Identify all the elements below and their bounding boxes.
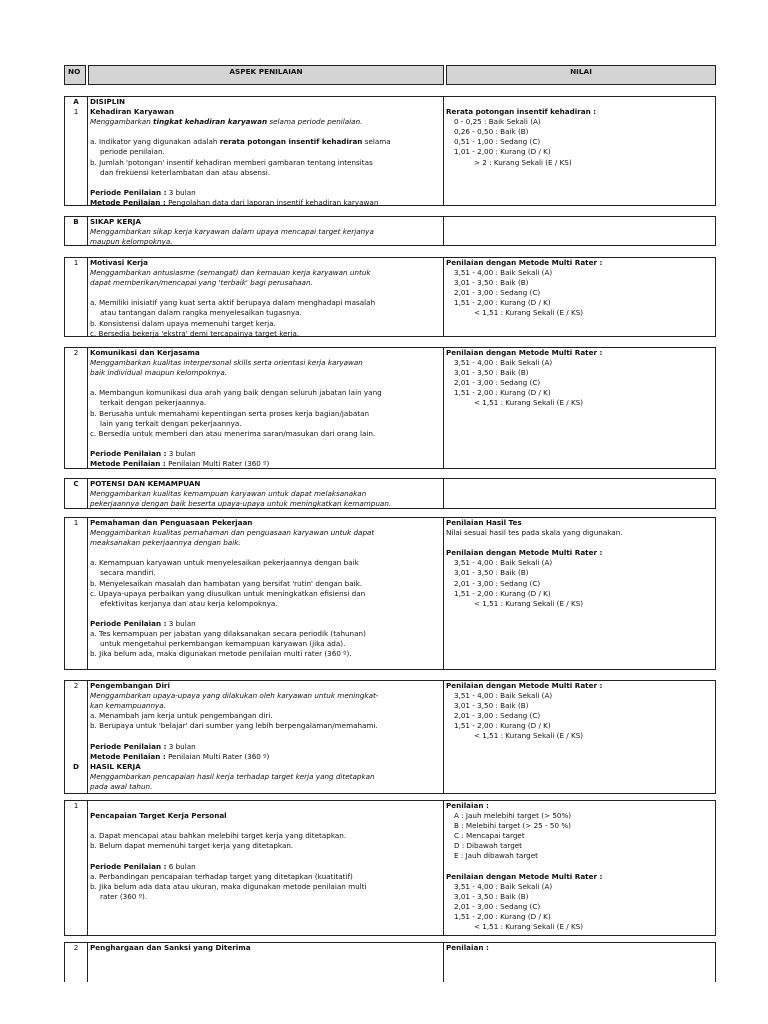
nilai-title: Rerata potongan insentif kehadiran : — [446, 107, 597, 117]
scale-row: 2,01 - 3,00 : Sedang (C) — [454, 901, 541, 911]
metode-penilaian: Metode Penilaian : Pengolahan data dari laporan insentif kehadiran karyawan — [90, 197, 379, 207]
section-b-item-2 — [64, 347, 716, 469]
item-title: Kehadiran Karyawan — [90, 107, 175, 117]
scale-row: 3,51 - 4,00 : Baik Sekali (A) — [454, 268, 553, 278]
nilai-title: Penilaian dengan Metode Multi Rater : — [446, 681, 603, 690]
scale-row: 3,51 - 4,00 : Baik Sekali (A) — [454, 691, 553, 701]
scale-row: 2,01 - 3,00 : Sedang (C) — [454, 578, 541, 588]
section-letter: C — [73, 479, 79, 488]
item-number: 1 — [73, 518, 79, 527]
scale-row: > 2 : Kurang Sekali (E / KS) — [474, 157, 572, 167]
scale-row: 1,51 - 2,00 : Kurang (D / K) — [454, 588, 551, 598]
nilai-title: Penilaian : — [446, 801, 489, 810]
item-number: 2 — [73, 943, 79, 952]
item-description: Menggambarkan tingkat kehadiran karyawan selama periode penilaian. — [90, 117, 363, 127]
nilai-title: Penilaian Hasil Tes — [446, 518, 522, 527]
scale-row: 1,51 - 2,00 : Kurang (D / K) — [454, 721, 551, 731]
periode-penilaian: Periode Penilaian : 6 bulan — [90, 861, 196, 871]
criterion-a: a. Dapat mencapai atau bahkan melebihi target kerja yang ditetapkan. — [90, 831, 347, 841]
item-number: 2 — [73, 348, 79, 357]
criterion-a: a. Indikator yang digunakan adalah rerata potongan insentif kehadiran selama — [90, 137, 391, 147]
scale-row: 1,51 - 2,00 : Kurang (D / K) — [454, 388, 551, 398]
header-nilai: NILAI — [446, 65, 716, 85]
grade-row: A : Jauh melebihi target (> 50%) — [454, 811, 572, 821]
item-description: Menggambarkan upaya-upaya yang dilakukan oleh karyawan untuk meningkat- — [90, 691, 379, 701]
section-b-header — [64, 216, 716, 246]
item-description: Menggambarkan antusiasme (semangat) dan kemauan kerja karyawan untuk — [90, 268, 371, 278]
scale-row: 1,51 - 2,00 : Kurang (D / K) — [454, 912, 551, 922]
scale-row: < 1,51 : Kurang Sekali (E / KS) — [474, 398, 584, 408]
item-title: Pengembangan Diri — [90, 681, 170, 690]
criterion-a: a. Menambah jam kerja untuk pengembangan diri. — [90, 711, 273, 721]
section-title: HASIL KERJA — [90, 761, 141, 771]
scale-row: 3,01 - 3,50 : Baik (B) — [454, 891, 529, 901]
section-c-item-1 — [64, 517, 716, 670]
scale-row: < 1,51 : Kurang Sekali (E / KS) — [474, 308, 584, 318]
section-title: SIKAP KERJA — [90, 217, 142, 226]
scale-row: 3,01 - 3,50 : Baik (B) — [454, 368, 529, 378]
header-no: NO — [64, 65, 86, 85]
scale-row: 3,01 - 3,50 : Baik (B) — [454, 278, 529, 288]
section-description: Menggambarkan pencapaian hasil kerja terhadap target kerja yang ditetapkan — [90, 771, 375, 781]
item-number: 1 — [73, 258, 79, 267]
item-title: Pemahaman dan Penguasaan Pekerjaan — [90, 518, 253, 527]
section-c-header — [64, 478, 716, 509]
criterion-c: c. Bersedia untuk memberi dan atau menerima saran/masukan dari orang lain. — [90, 428, 376, 438]
item-description: kan kemampuannya. — [90, 701, 166, 711]
scale-row: 3,51 - 4,00 : Baik Sekali (A) — [454, 881, 553, 891]
periode-penilaian: Periode Penilaian : 3 bulan — [90, 448, 196, 458]
section-letter: A — [73, 97, 79, 106]
section-letter: D — [73, 761, 79, 771]
item-description: Menggambarkan kualitas interpersonal skills serta orientasi kerja karyawan — [90, 358, 363, 368]
section-description: pekerjaannya dengan baik beserta upaya-upaya untuk meningkatkan kemampuan. — [90, 499, 392, 509]
periode-detail-a: a. Perbandingan pencapaian terhadap target yang ditetapkan (kuatitatif) — [90, 871, 353, 881]
item-title: Penghargaan dan Sanksi yang Diterima — [90, 943, 251, 952]
periode-detail-a-cont: untuk mengetahui perkembangan kemampuan karyawan (jika ada). — [100, 639, 346, 649]
periode-detail-b: b. Jika belum ada data atau ukuran, maka digunakan metode penilaian multi — [90, 881, 367, 891]
nilai-title: Penilaian dengan Metode Multi Rater : — [446, 871, 603, 881]
criterion-c: c. Upaya-upaya perbaikan yang diusulkan untuk meningkatkan efisiensi dan — [90, 588, 366, 598]
scale-row: 2,01 - 3,00 : Sedang (C) — [454, 378, 541, 388]
section-description: Menggambarkan kualitas kemampuan karyawan untuk dapat melaksanakan — [90, 489, 367, 499]
criterion-b-cont: dan frekuensi keterlambatan dan atau absensi. — [100, 167, 271, 177]
nilai-title: Penilaian dengan Metode Multi Rater : — [446, 258, 603, 267]
nilai-title: Penilaian : — [446, 943, 489, 952]
periode-penilaian: Periode Penilaian : 3 bulan — [90, 618, 196, 628]
periode-penilaian: Periode Penilaian : 3 bulan — [90, 187, 196, 197]
section-a-disiplin — [64, 96, 716, 206]
section-description: maupun kelompoknya. — [90, 237, 173, 247]
scale-row: 3,51 - 4,00 : Baik Sekali (A) — [454, 358, 553, 368]
scale-row: 1,01 - 2,00 : Kurang (D / K) — [454, 147, 551, 157]
grade-row: E : Jauh dibawah target — [454, 851, 538, 861]
header-aspek: ASPEK PENILAIAN — [88, 65, 444, 85]
item-number: 1 — [73, 801, 79, 810]
section-d-item-2 — [64, 942, 716, 982]
scale-row: 0,51 - 1,00 : Sedang (C) — [454, 137, 541, 147]
section-title: POTENSI DAN KEMAMPUAN — [90, 479, 201, 488]
criterion-a: a. Membangun komunikasi dua arah yang baik dengan seluruh jabatan lain yang — [90, 388, 382, 398]
periode-detail-b: b. Jika belum ada, maka digunakan metode penilaian multi rater (360 º). — [90, 649, 352, 659]
scale-row: 3,01 - 3,50 : Baik (B) — [454, 701, 529, 711]
scale-row: < 1,51 : Kurang Sekali (E / KS) — [474, 922, 584, 932]
nilai-title: Penilaian dengan Metode Multi Rater : — [446, 348, 603, 357]
item-description: dapat memberikan/mencapai yang 'terbaik' bagi perusahaan. — [90, 278, 313, 288]
criterion-b: b. Berupaya untuk 'belajar' dari sumber yang lebih berpengalaman/memahami. — [90, 721, 378, 731]
item-title: Motivasi Kerja — [90, 258, 148, 267]
scale-row: 1,51 - 2,00 : Kurang (D / K) — [454, 298, 551, 308]
metode-penilaian: Metode Penilaian : Penilaian Multi Rater (360 º) — [90, 751, 270, 761]
scale-row: < 1,51 : Kurang Sekali (E / KS) — [474, 731, 584, 741]
metode-penilaian: Metode Penilaian : Penilaian Multi Rater (360 º) — [90, 459, 270, 469]
criterion-b: b. Berusaha untuk memahami kepentingan serta proses kerja bagian/jabatan — [90, 408, 370, 418]
item-number: 1 — [73, 107, 79, 117]
criterion-a-cont: atau tantangan dalam rangka menyelesaikan tugasnya. — [100, 308, 302, 318]
section-c-item-2 — [64, 680, 716, 794]
section-description: pada awal tahun. — [90, 781, 153, 791]
scale-row: 0,26 - 0,50 : Baik (B) — [454, 127, 529, 137]
criterion-a: a. Memiliki inisiatif yang kuat serta aktif berupaya dalam menghadapi masalah — [90, 298, 376, 308]
criterion-b: b. Menyelesaikan masalah dan hambatan yang bersifat 'rutin' dengan baik. — [90, 578, 363, 588]
item-description: Menggambarkan kualitas pemahaman dan penguasaan karyawan untuk dapat — [90, 528, 375, 538]
criterion-b: b. Jumlah 'potongan' insentif kehadiran memberi gambaran tentang intensitas — [90, 157, 373, 167]
section-letter: B — [73, 217, 79, 226]
item-title: Pencapaian Target Kerja Personal — [90, 811, 227, 821]
periode-detail-a: a. Tes kemampuan per jabatan yang dilaksanakan secara periodik (tahunan) — [90, 629, 366, 639]
item-title: Komunikasi dan Kerjasama — [90, 348, 200, 357]
item-description: baik individual maupun kelompoknya. — [90, 368, 228, 378]
grade-row: B : Melebihi target (> 25 - 50 %) — [454, 821, 571, 831]
section-d-item-1 — [64, 800, 716, 936]
grade-row: C : Mencapai target — [454, 831, 525, 841]
table-header — [64, 65, 716, 85]
criterion-a: a. Kemampuan karyawan untuk menyelesaikan pekerjaannya dengan baik — [90, 558, 359, 568]
grade-row: D : Dibawah target — [454, 841, 523, 851]
criterion-a-cont: periode penilaian. — [100, 147, 165, 157]
section-description: Menggambarkan sikap kerja karyawan dalam upaya mencapai target kerjanya — [90, 227, 374, 237]
scale-row: 2,01 - 3,00 : Sedang (C) — [454, 711, 541, 721]
periode-penilaian: Periode Penilaian : 3 bulan — [90, 741, 196, 751]
criterion-b-cont: lain yang terkait dengan pekerjaannya. — [100, 418, 242, 428]
nilai-title: Penilaian dengan Metode Multi Rater : — [446, 548, 603, 558]
section-b-item-1 — [64, 257, 716, 337]
criterion-c: c. Bersedia bekerja 'ekstra' demi tercapainya target kerja. — [90, 328, 300, 338]
scale-row: < 1,51 : Kurang Sekali (E / KS) — [474, 598, 584, 608]
criterion-a-cont: secara mandiri. — [100, 568, 156, 578]
criterion-a-cont: terkait dengan pekerjaannya. — [100, 398, 207, 408]
nilai-description: Nilai sesuai hasil tes pada skala yang digunakan. — [446, 528, 623, 538]
item-number: 2 — [73, 681, 79, 690]
scale-row: 2,01 - 3,00 : Sedang (C) — [454, 288, 541, 298]
scale-row: 0 - 0,25 : Baik Sekali (A) — [454, 117, 541, 127]
periode-detail-b-cont: rater (360 º). — [100, 891, 148, 901]
scale-row: 3,01 - 3,50 : Baik (B) — [454, 568, 529, 578]
item-description: meaksanakan pekerjaannya dengan baik. — [90, 538, 241, 548]
criterion-b: b. Konsistensi dalam upaya memenuhi target kerja. — [90, 318, 276, 328]
criterion-b: b. Belum dapat memenuhi target kerja yang ditetapkan. — [90, 841, 294, 851]
section-title: DISIPLIN — [90, 97, 126, 106]
criterion-c-cont: efektivitas kerjanya dan atau kerja kelompoknya. — [100, 598, 278, 608]
scale-row: 3,51 - 4,00 : Baik Sekali (A) — [454, 558, 553, 568]
